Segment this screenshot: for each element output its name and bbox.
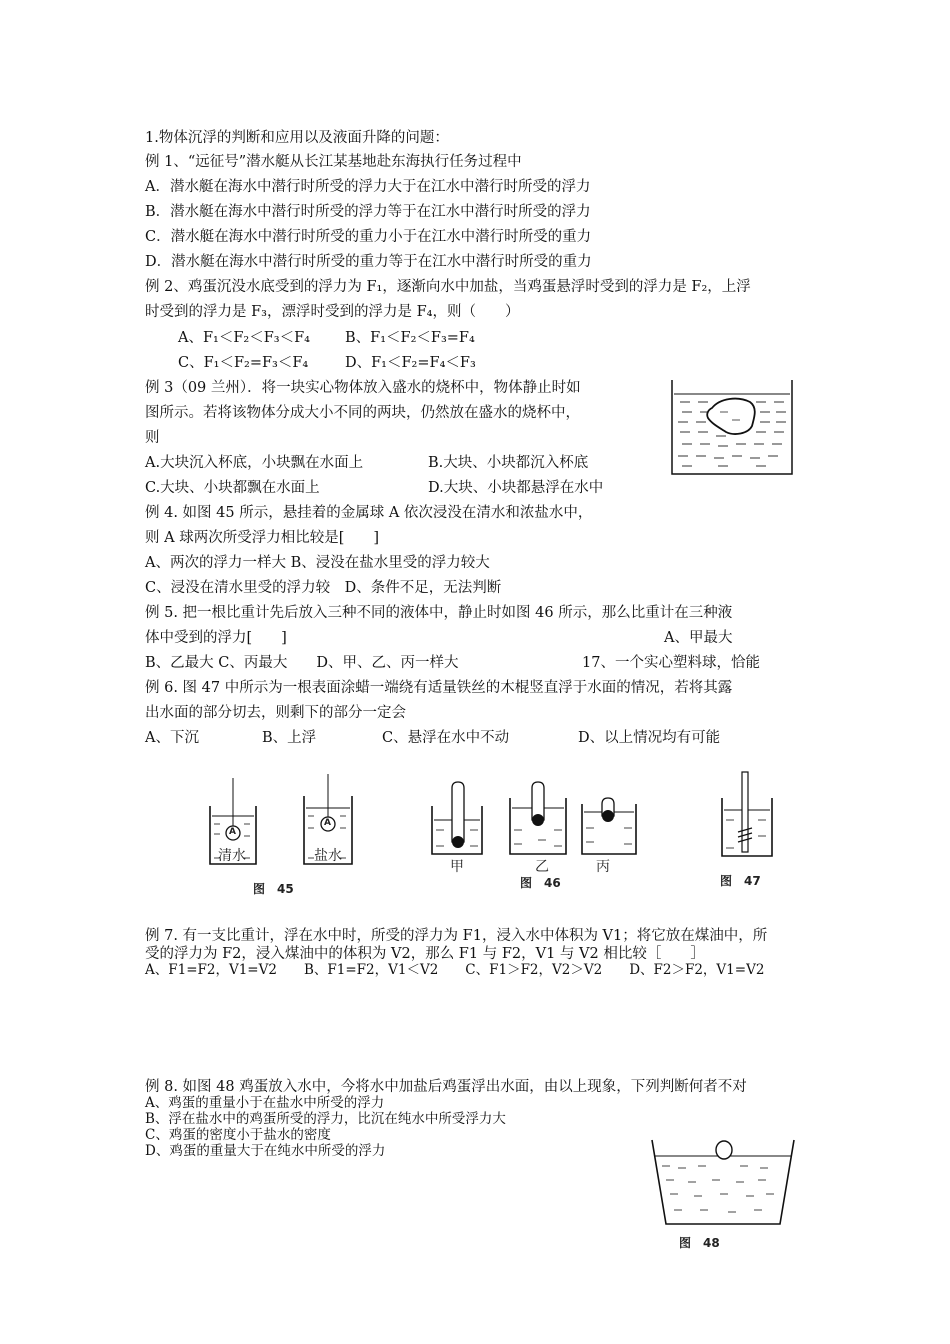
fig48-caption: 图 48 bbox=[679, 1236, 720, 1250]
ex5-options-bcd: B、乙最大 C、丙最大 D、甲、乙、丙一样大 bbox=[145, 655, 459, 671]
ex4-options-cd: C、浸没在清水里受的浮力较 D、条件不足，无法判断 bbox=[145, 580, 502, 596]
ex7-options: A、F1=F2，V1=V2 B、F1=F2，V1＜V2 C、F1＞F2，V2＞V2 D、F2＞F2，V1=V2 bbox=[145, 962, 765, 978]
ex1-option-d: D．潜水艇在海水中潜行时所受的重力等于在江水中潜行时所受的重力 bbox=[145, 254, 592, 270]
ex3-option-b: B.大块、小块都沉入杯底 bbox=[428, 455, 589, 471]
ex6-option-d: D、以上情况均有可能 bbox=[578, 730, 721, 746]
ex6-option-b: B、上浮 bbox=[262, 730, 317, 746]
fig45-ball-label-left: A bbox=[229, 827, 236, 837]
fig46-label-yi: 乙 bbox=[535, 859, 549, 875]
figure-46 bbox=[428, 780, 638, 860]
ex3-line1: 例 3（09 兰州）．将一块实心物体放入盛水的烧杯中，物体静止时如 bbox=[145, 380, 581, 396]
ex6-option-c: C、悬浮在水中不动 bbox=[382, 730, 510, 746]
ex8-option-b: B、浮在盐水中的鸡蛋所受的浮力，比沉在纯水中所受浮力大 bbox=[145, 1111, 506, 1127]
figure-47 bbox=[718, 770, 778, 860]
ex2-option-a: A、F₁＜F₂＜F₃＜F₄ bbox=[178, 330, 310, 346]
figure-48 bbox=[648, 1138, 798, 1228]
ex3-line2: 图所示。若将该物体分成大小不同的两块，仍然放在盛水的烧杯中， bbox=[145, 405, 580, 421]
fig45-label-salt-water: 盐水 bbox=[314, 848, 342, 864]
ex4-line1: 例 4. 如图 45 所示，悬挂着的金属球 A 依次浸没在清水和浓盐水中， bbox=[145, 505, 593, 521]
ex8-stem: 例 8. 如图 48 鸡蛋放入水中，今将水中加盐后鸡蛋浮出水面，由以上现象，下列判断何者不对 bbox=[145, 1079, 747, 1095]
ex2-option-b: B、F₁＜F₂＜F₃=F₄ bbox=[345, 330, 475, 346]
fig45-caption: 图 45 bbox=[253, 882, 294, 896]
ex7-line1: 例 7. 有一支比重计，浮在水中时，所受的浮力为 F1，浸入水中体积为 V1；将它放在煤油中，所 bbox=[145, 928, 768, 944]
ex6-option-a: A、下沉 bbox=[145, 730, 199, 746]
ex5-line1: 例 5. 把一根比重计先后放入三种不同的液体中，静止时如图 46 所示，那么比重计在三种液 bbox=[145, 605, 733, 621]
ex8-option-c: C、鸡蛋的密度小于盐水的密度 bbox=[145, 1127, 331, 1143]
ex1-stem: 例 1、“远征号”潜水艇从长江某基地赴东海执行任务过程中 bbox=[145, 154, 522, 170]
ex1-option-b: B．潜水艇在海水中潜行时所受的浮力等于在江水中潜行时所受的浮力 bbox=[145, 204, 591, 220]
ex2-option-d: D、F₁＜F₂=F₄＜F₃ bbox=[345, 355, 476, 371]
ex4-options-ab: A、两次的浮力一样大 B、浸没在盐水里受的浮力较大 bbox=[145, 555, 490, 571]
ex5-option-a: A、甲最大 bbox=[664, 630, 733, 646]
ex2-line2: 时受到的浮力是 F₃，漂浮时受到的浮力是 F₄，则（ ） bbox=[145, 304, 520, 320]
fig46-label-bing: 丙 bbox=[596, 859, 610, 875]
ex6-line1: 例 6. 图 47 中所示为一根表面涂蜡一端绕有适量铁丝的木棍竖直浮于水面的情况，若将其露 bbox=[145, 680, 733, 696]
ex6-line2: 出水面的部分切去，则剩下的部分一定会 bbox=[145, 705, 406, 721]
ex4-line2: 则 A 球两次所受浮力相比较是[ ] bbox=[145, 530, 380, 546]
ex2-option-c: C、F₁＜F₂=F₃＜F₄ bbox=[178, 355, 309, 371]
ex3-beaker-figure bbox=[668, 378, 798, 478]
ex8-option-d: D、鸡蛋的重量大于在纯水中所受的浮力 bbox=[145, 1143, 386, 1159]
ex7-line2: 受的浮力为 F2，浸入煤油中的体积为 V2，那么 F1 与 F2，V1 与 V2 相比较［ ］ bbox=[145, 946, 705, 962]
ex3-option-d: D.大块、小块都悬浮在水中 bbox=[428, 480, 604, 496]
ex5-extra: 17、一个实心塑料球，恰能 bbox=[582, 655, 760, 671]
ex8-option-a: A、鸡蛋的重量小于在盐水中所受的浮力 bbox=[145, 1095, 385, 1111]
section-title: 1.物体沉浮的判断和应用以及液面升降的问题： bbox=[145, 130, 449, 146]
ex3-option-a: A.大块沉入杯底，小块飘在水面上 bbox=[145, 455, 364, 471]
fig47-caption: 图 47 bbox=[720, 874, 761, 888]
fig46-caption: 图 46 bbox=[520, 876, 561, 890]
ex3-option-c: C.大块、小块都飘在水面上 bbox=[145, 480, 320, 496]
fig45-ball-label-right: A bbox=[324, 818, 331, 828]
ex1-option-a: A．潜水艇在海水中潜行时所受的浮力大于在江水中潜行时所受的浮力 bbox=[145, 179, 591, 195]
ex2-line1: 例 2、鸡蛋沉没水底受到的浮力为 F₁，逐渐向水中加盐，当鸡蛋悬浮时受到的浮力是 F₂，上浮 bbox=[145, 279, 751, 295]
ex1-option-c: C．潜水艇在海水中潜行时所受的重力小于在江水中潜行时所受的重力 bbox=[145, 229, 592, 245]
ex3-line3: 则 bbox=[145, 430, 160, 446]
fig45-label-clear-water: 清水 bbox=[218, 848, 246, 864]
ex5-line2: 体中受到的浮力[ ] bbox=[145, 630, 287, 646]
fig46-label-jia: 甲 bbox=[450, 859, 464, 875]
